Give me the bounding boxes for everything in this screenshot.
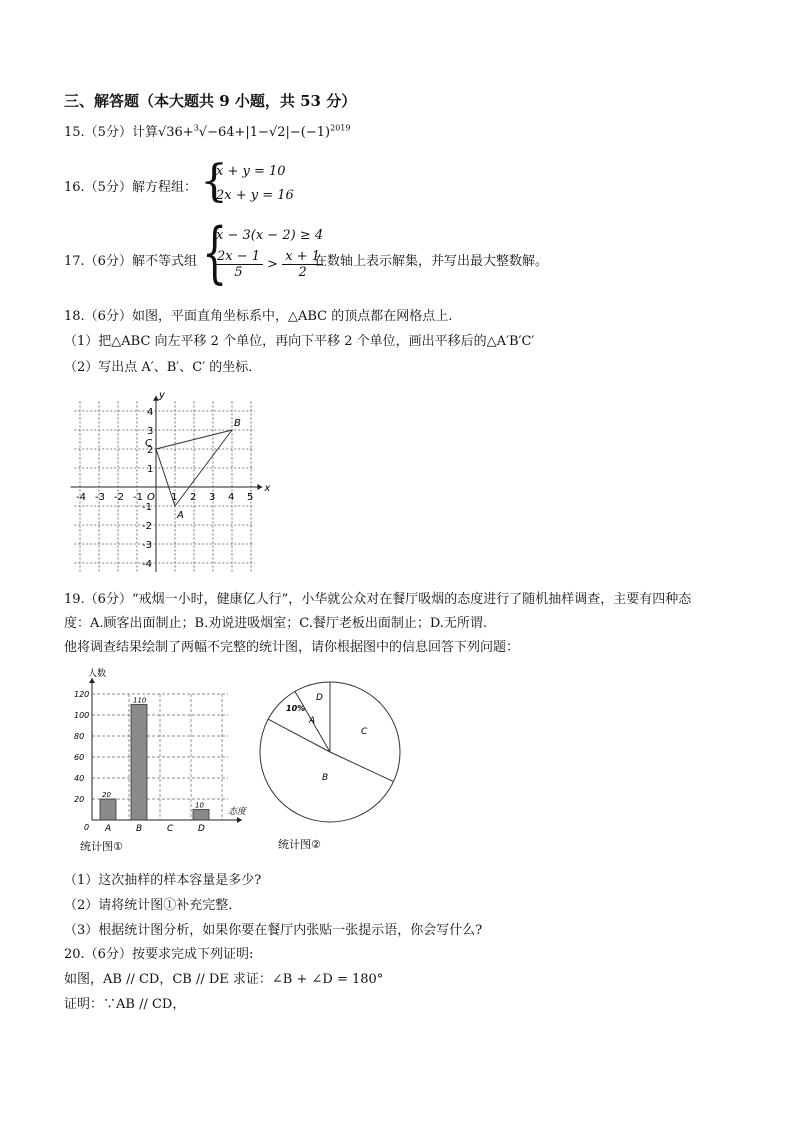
q17-ineq1: x − 3(x − 2) ≥ 4 — [216, 228, 324, 243]
y-tick-label: -2 — [142, 521, 152, 532]
x-tick-label: -2 — [114, 492, 124, 503]
y-tick-label: 4 — [147, 407, 154, 418]
y-tick-label: -4 — [142, 559, 152, 570]
q17-frac1-num: 2x − 1 — [214, 249, 263, 265]
x-axis-arrow — [257, 484, 262, 490]
x-tick-label: 3 — [209, 492, 216, 503]
x-tick-label: -3 — [95, 492, 105, 503]
q19-sub1: （1）这次抽样的样本容量是多少? — [64, 873, 262, 888]
bar-x-arrow — [237, 817, 242, 823]
q16-brace: { — [200, 156, 228, 207]
bar-y-tick-label: 120 — [74, 690, 90, 699]
bar-x-axis-label: 态度 — [228, 807, 247, 817]
q17-ineq2 — [214, 249, 323, 280]
q17-gt: > — [267, 257, 279, 272]
pie-chart — [256, 676, 406, 856]
q18-line1: 18.（6分）如图，平面直角坐标系中，△ABC 的顶点都在网格点上. — [64, 309, 453, 324]
q17-frac2-num: x + 1 — [282, 249, 323, 265]
pie-label-c: C — [361, 727, 368, 737]
q19-sub3: （3）根据统计图分析，如果你要在餐厅内张贴一张提示语，你会写什么? — [64, 923, 483, 938]
q17-frac1 — [214, 249, 263, 280]
q15-expr-d: (−1) — [300, 125, 331, 140]
section-heading: 三、解答题（本大题共 9 小题，共 53 分） — [64, 92, 357, 110]
vertex-label-a: A — [177, 510, 184, 521]
q16-eq1: x + y = 10 — [216, 164, 286, 179]
coordinate-grid — [70, 392, 280, 572]
q15-expr-a: √36 — [157, 125, 183, 140]
q17-suffix: 在数轴上表示解集，并写出最大整数解。 — [314, 254, 549, 269]
x-tick-label: -1 — [133, 492, 143, 503]
q19-sub2: （2）请将统计图①补充完整． — [64, 898, 242, 913]
x-tick-label: -4 — [76, 492, 86, 503]
q19-line2: 度：A.顾客出面制止；B.劝说进吸烟室；C.餐厅老板出面制止；D.无所谓. — [64, 616, 488, 631]
bar-y-tick-label: 40 — [74, 774, 85, 783]
q17-frac2-den: 2 — [298, 265, 307, 280]
x-axis-label: x — [264, 483, 271, 494]
vertex-label-c: C — [145, 438, 152, 449]
q19-line3: 他将调查结果绘制了两幅不完整的统计图，请你根据图中的信息回答下列问题： — [64, 640, 520, 655]
q16-eq2: 2x + y = 16 — [216, 188, 294, 203]
bar-data-label: 20 — [102, 791, 111, 799]
bar-category-label: C — [167, 824, 174, 834]
q15-expr-b: √−64 — [198, 125, 235, 140]
bar-d — [193, 810, 209, 821]
q17-brace: { — [202, 214, 228, 291]
q17-prefix: 17.（6分）解不等式组 — [64, 254, 197, 269]
y-tick-label: -1 — [142, 502, 152, 513]
bar-chart — [60, 668, 260, 858]
bar-y-axis-label: 人数 — [88, 669, 107, 679]
pie-label-a: A — [309, 716, 316, 726]
q20-line2: 如图，AB // CD，CB // DE 求证：∠B + ∠D = 180° — [64, 972, 384, 987]
pie-label-d: D — [316, 693, 323, 703]
x-tick-label: 1 — [171, 492, 178, 503]
q16-prefix: 16.（5分）解方程组： — [64, 180, 197, 195]
bar-b — [131, 705, 147, 821]
bar-data-label: 10 — [195, 801, 204, 810]
q15-exponent: 2019 — [330, 123, 351, 133]
question-15 — [64, 121, 350, 140]
y-tick-label: 1 — [147, 464, 154, 475]
triangle-abc — [145, 418, 241, 521]
bar-y-tick-label: 60 — [74, 753, 85, 762]
pie-percent-label-a: 10% — [286, 704, 306, 713]
vertex-label-b: B — [234, 418, 241, 429]
q18-line2: （1）把△ABC 向左平移 2 个单位，再向下平移 2 个单位，画出平移后的△A′B′C′ — [64, 334, 535, 349]
y-tick-label: 3 — [147, 426, 154, 437]
bar-category-label: B — [136, 824, 143, 834]
bar-chart-bars — [100, 705, 209, 821]
q15-minus: − — [289, 125, 301, 140]
bar-y-tick-label: 80 — [74, 732, 85, 741]
y-tick-label: -3 — [142, 540, 152, 551]
pie-chart-slices — [260, 682, 400, 822]
q19-line1: 19.（6分）“戒烟一小时，健康亿人行”，小华就公众对在餐厅吸烟的态度进行了随机抽样调查，主要有四种态 — [64, 592, 692, 607]
x-tick-label: O — [147, 492, 155, 503]
q15-plus2: + — [234, 125, 246, 140]
bar-category-label: A — [105, 824, 112, 834]
x-tick-label: 4 — [228, 492, 235, 503]
q20-line3: 证明：∵AB // CD， — [64, 997, 186, 1012]
bar-y-tick-label: 0 — [84, 823, 90, 832]
y-tick-label: 2 — [147, 445, 154, 456]
x-tick-label: 5 — [247, 492, 254, 503]
q15-root-index: 3 — [193, 123, 199, 133]
bar-y-tick-label: 100 — [74, 711, 90, 720]
q18-line3: （2）写出点 A′、B′、C′ 的坐标． — [64, 360, 262, 375]
pie-chart-title: 统计图② — [278, 838, 321, 851]
q17-frac1-den: 5 — [234, 265, 243, 280]
bar-category-label: D — [198, 824, 205, 834]
bar-y-tick-label: 20 — [74, 795, 85, 804]
q15-expr-c: |1−√2| — [245, 125, 290, 140]
q15-plus1: + — [182, 125, 194, 140]
y-axis-label: y — [159, 392, 165, 401]
bar-chart-title: 统计图① — [80, 840, 123, 853]
x-tick-label: 2 — [190, 492, 197, 503]
bar-a — [100, 799, 116, 820]
bar-data-label: 110 — [133, 696, 147, 705]
q15-prefix: 15.（5分）计算 — [64, 125, 158, 140]
q20-line1: 20.（6分）按要求完成下列证明: — [64, 947, 254, 962]
pie-label-b: B — [322, 773, 329, 783]
